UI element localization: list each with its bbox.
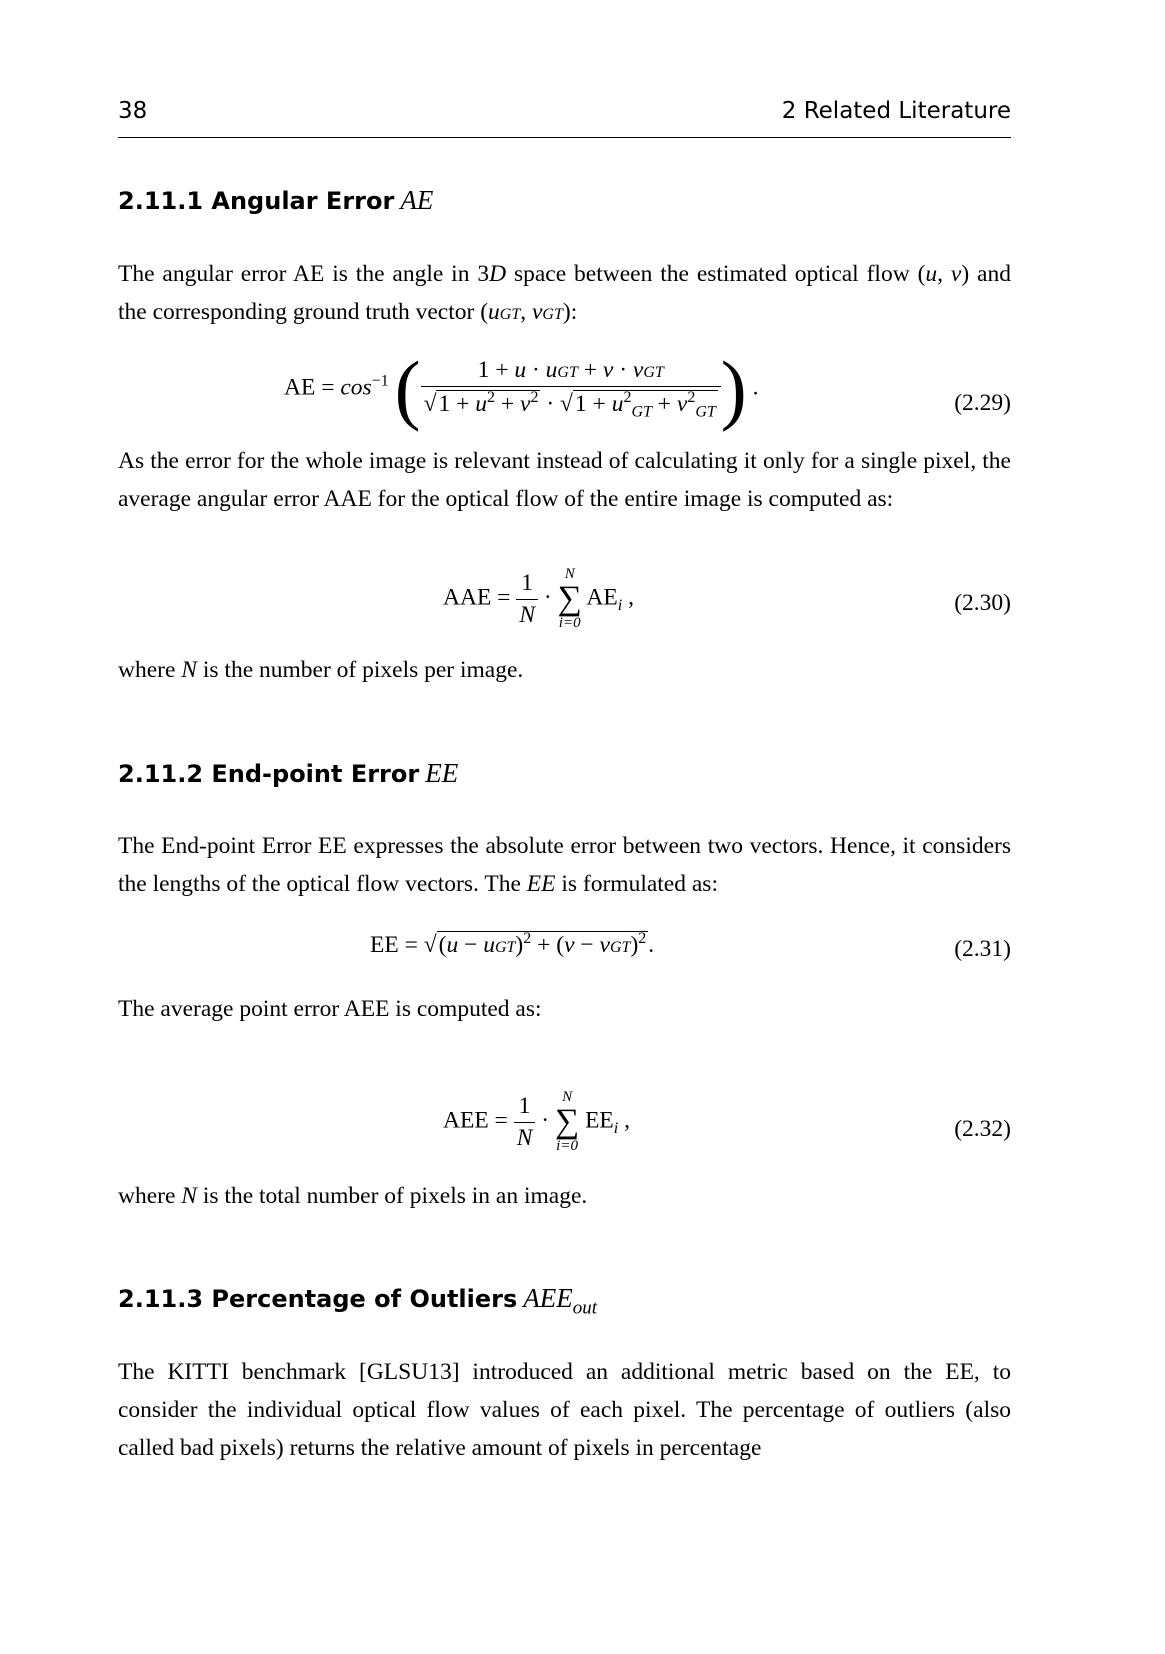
equation-number: (2.31) [954, 936, 1011, 962]
paragraph-angular-error: The angular error AE is the angle in 3D space between the estimated optical flow (u, v) and the corresponding ground truth vector (uGT, vGT): [118, 261, 1011, 325]
equation-number: (2.30) [954, 590, 1011, 616]
page-number: 38 [118, 98, 148, 124]
paragraph-aae: As the error for the whole image is relevant instead of calculating it only for a single pixel, the average angular error AAE for the optical flow of the entire image is computed as: [118, 448, 1011, 512]
section-heading-2-11-2: 2.11.2 End-point Error EE [118, 758, 459, 788]
section-heading-2-11-1: 2.11.1 Angular Error AE [118, 185, 434, 215]
equation-number: (2.29) [954, 390, 1011, 416]
paragraph-aee-intro: The average point error AEE is computed as: [118, 996, 542, 1022]
section-heading-2-11-3: 2.11.3 Percentage of Outliers $AEE_{out}$ [118, 1283, 598, 1319]
header-rule [118, 137, 1011, 138]
equation-aae: AAE = $\frac{1}{N}$ · N ∑ i=0 $AE_i$ , [443, 566, 634, 631]
equation-number: (2.32) [954, 1116, 1011, 1142]
equation-end-point-error: EE = √(u − uGT)$^2$ + (v − vGT)$^2$. [370, 930, 655, 958]
equation-angular-error: AE = $\cos^{-1}$ ( $\frac{\text{1 + u · uGT + v · vGT}}{√1 + u^2 + v^2 \cdot √1 + u^2_{GT} + v^2_{GT}}$ ) . [284, 345, 759, 432]
paragraph-n-definition: where N is the number of pixels per image. [118, 657, 524, 683]
paragraph-n-total-definition: where N is the total number of pixels in an image. [118, 1183, 588, 1209]
paragraph-outliers: The KITTI benchmark [GLSU13] introduced an additional metric based on the EE, to consider the individual optical flow values of each pixel. The percentage of outliers (also called bad pixels) returns the relative amount of pixels in percentage [118, 1359, 1011, 1461]
equation-aee: AEE = $\frac{1}{N}$ · N ∑ i=0 $EE_i$ , [443, 1089, 630, 1154]
running-header: 2 Related Literature [781, 98, 1011, 124]
paragraph-end-point-error: The End-point Error EE expresses the absolute error between two vectors. Hence, it considers the lengths of the optical flow vectors. The EE is formulated as: [118, 833, 1011, 897]
